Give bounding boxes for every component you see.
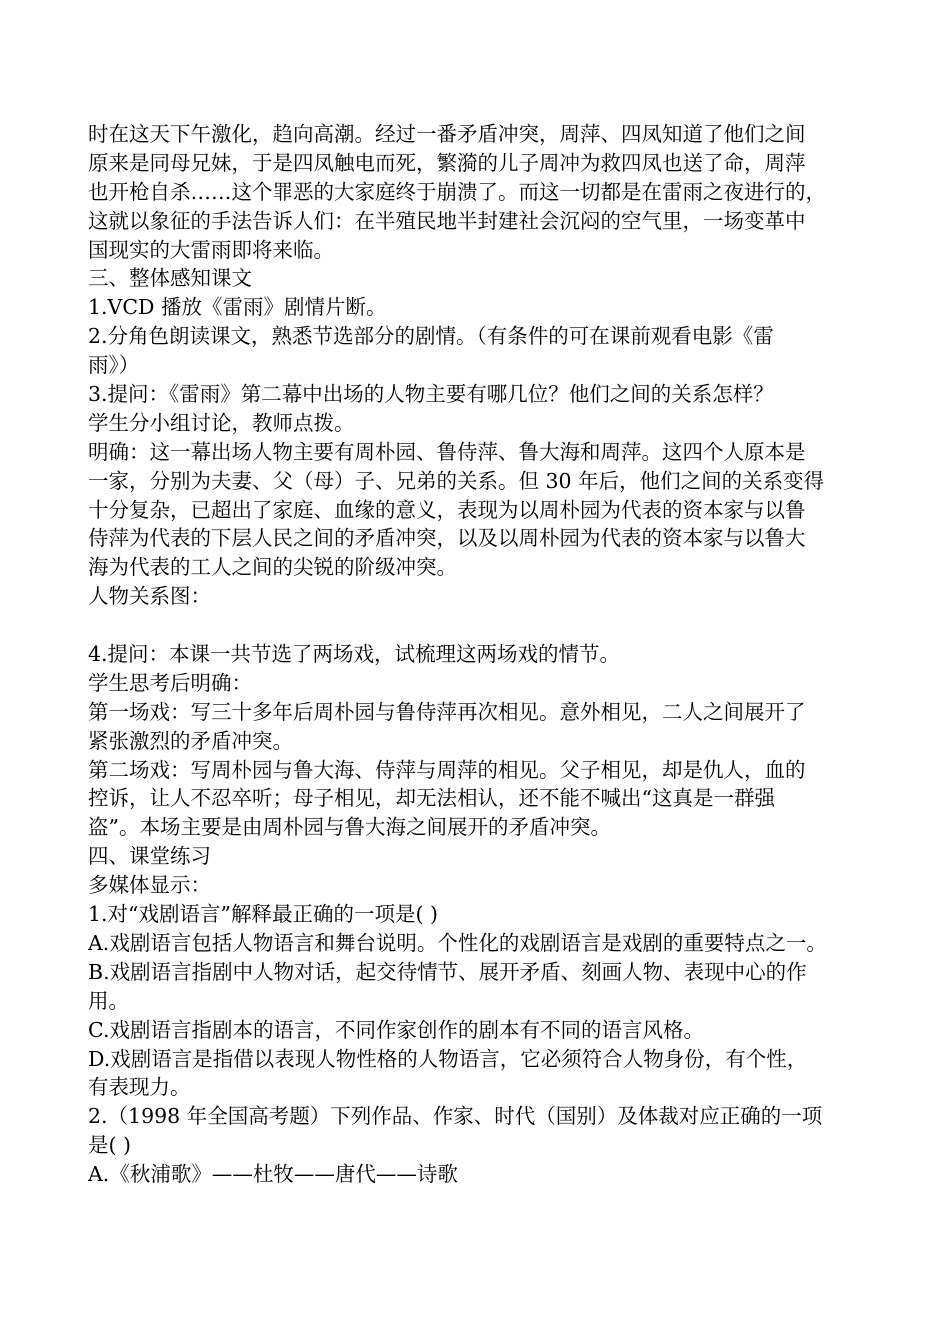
text-line: 国现实的大雷雨即将来临。 bbox=[88, 237, 334, 262]
text-line: 4.提问：本课一共节选了两场戏，试梳理这两场戏的情节。 bbox=[88, 642, 621, 667]
text-line: 时在这天下午激化，趋向高潮。经过一番矛盾冲突，周萍、四凤知道了他们之间 bbox=[88, 122, 806, 146]
text-line: 3.提问：《雷雨》第二幕中出场的人物主要有哪几位？他们之间的关系怎样？ bbox=[88, 382, 774, 407]
text-line: 2.分角色朗读课文，熟悉节选部分的剧情。（有条件的可在课前观看电影《雷 bbox=[88, 324, 774, 349]
text-line: 紧张激烈的矛盾冲突。 bbox=[88, 728, 293, 753]
text-line: 盗”。本场主要是由周朴园与鲁大海之间展开的矛盾冲突。 bbox=[88, 815, 611, 840]
option-line: D.戏剧语言是指借以表现人物性格的人物语言，它必须符合人物身份，有个性， bbox=[88, 1046, 808, 1071]
option-line: B.戏剧语言指剧中人物对话，起交待情节、展开矛盾、刻画人物、表现中心的作 bbox=[88, 959, 807, 984]
text-line: 雨》） bbox=[88, 353, 140, 378]
text-line: 十分复杂，已超出了家庭、血缘的意义，表现为以周朴园为代表的资本家与以鲁 bbox=[88, 497, 806, 522]
option-line: A.戏剧语言包括人物语言和舞台说明。个性化的戏剧语言是戏剧的重要特点之一。 bbox=[88, 930, 827, 955]
text-line: 学生思考后明确： bbox=[88, 670, 252, 695]
text-line: 明确：这一幕出场人物主要有周朴园、鲁侍萍、鲁大海和周萍。这四个人原本是 bbox=[88, 439, 806, 464]
text-line: 1.VCD 播放《雷雨》剧情片断。 bbox=[88, 295, 387, 320]
text-line: 人物关系图： bbox=[88, 584, 211, 609]
question-line: 1.对“戏剧语言”解释最正确的一项是( ) bbox=[88, 902, 439, 927]
text-line: 学生分小组讨论，教师点拨。 bbox=[88, 410, 355, 435]
question-line: 2.（1998 年全国高考题）下列作品、作家、时代（国别）及体裁对应正确的一项 bbox=[88, 1104, 823, 1129]
document-body bbox=[88, 120, 866, 1189]
text-line: 原来是同母兄妹，于是四凤触电而死，繁漪的儿子周冲为救四凤也送了命，周萍 bbox=[88, 150, 806, 175]
text-line: 这就以象征的手法告诉人们：在半殖民地半封建社会沉闷的空气里，一场变革中 bbox=[88, 208, 806, 233]
text-line: 一家，分别为夫妻、父（母）子、兄弟的关系。但 30 年后，他们之间的关系变得 bbox=[88, 468, 825, 493]
section-heading: 四、课堂练习 bbox=[88, 844, 211, 869]
text-line: 控诉，让人不忍卒听；母子相见，却无法相认，还不能不喊出“这真是一群强 bbox=[88, 786, 775, 811]
text-line: 多媒体显示： bbox=[88, 873, 211, 898]
text-line: 海为代表的工人之间的尖锐的阶级冲突。 bbox=[88, 555, 457, 580]
option-line: 用。 bbox=[88, 988, 129, 1013]
blank-line bbox=[88, 611, 866, 640]
option-line: C.戏剧语言指剧本的语言，不同作家创作的剧本有不同的语言风格。 bbox=[88, 1017, 704, 1042]
text-line: 第二场戏：写周朴园与鲁大海、侍萍与周萍的相见。父子相见，却是仇人，血的 bbox=[88, 757, 806, 782]
option-line: A.《秋浦歌》——杜牧——唐代——诗歌 bbox=[88, 1162, 458, 1187]
text-line: 第一场戏：写三十多年后周朴园与鲁侍萍再次相见。意外相见，二人之间展开了 bbox=[88, 699, 806, 724]
section-heading: 三、整体感知课文 bbox=[88, 266, 252, 291]
text-line: 侍萍为代表的下层人民之间的矛盾冲突，以及以周朴园为代表的资本家与以鲁大 bbox=[88, 526, 806, 551]
question-line: 是( ) bbox=[88, 1133, 132, 1158]
text-line: 也开枪自杀……这个罪恶的大家庭终于崩溃了。而这一切都是在雷雨之夜进行的， bbox=[88, 179, 826, 204]
option-line: 有表现力。 bbox=[88, 1075, 191, 1100]
